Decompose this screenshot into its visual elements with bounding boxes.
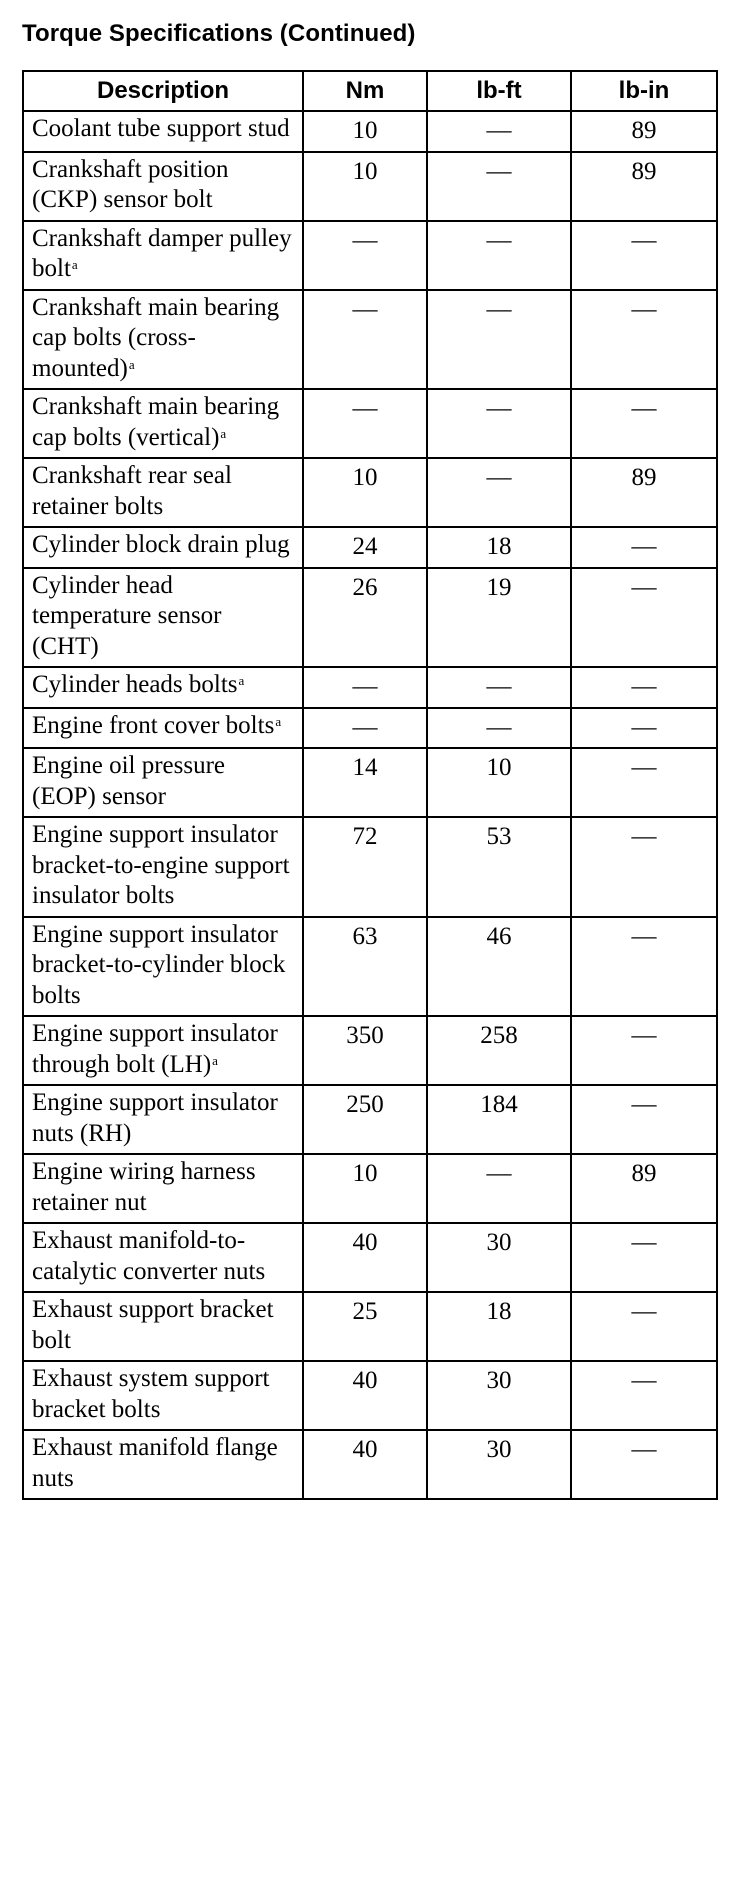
lb-ft-cell: — — [427, 152, 571, 221]
table-header — [23, 71, 717, 111]
nm-cell: 10 — [303, 458, 427, 527]
nm-cell: — — [303, 221, 427, 290]
lb-ft-cell: 30 — [427, 1430, 571, 1499]
description-cell — [23, 667, 303, 708]
footnote-marker: a — [275, 713, 282, 729]
nm-cell: 40 — [303, 1430, 427, 1499]
description-text: Engine oil pressure (EOP) sensor — [32, 752, 226, 810]
column-header-lb-in: lb-in — [571, 71, 717, 111]
table-row — [23, 527, 717, 568]
nm-cell: 350 — [303, 1016, 427, 1085]
lb-ft-cell: 18 — [427, 527, 571, 568]
lb-in-cell: — — [571, 917, 717, 1017]
lb-ft-cell: 184 — [427, 1085, 571, 1154]
description-cell — [23, 748, 303, 817]
lb-in-cell: 89 — [571, 458, 717, 527]
nm-cell: — — [303, 290, 427, 390]
table-row — [23, 152, 717, 221]
description-cell — [23, 221, 303, 290]
lb-in-cell: — — [571, 221, 717, 290]
description-text: Crankshaft position (CKP) sensor bolt — [32, 155, 229, 213]
lb-in-cell: — — [571, 1223, 717, 1292]
description-text: Engine front cover bolts — [32, 711, 275, 739]
description-text: Cylinder heads bolts — [32, 671, 238, 698]
description-cell — [23, 290, 303, 390]
lb-in-cell: — — [571, 1292, 717, 1361]
nm-cell: 26 — [303, 568, 427, 668]
footnote-marker: a — [128, 356, 135, 372]
description-cell — [23, 1223, 303, 1292]
nm-cell: 10 — [303, 111, 427, 152]
lb-ft-cell: 30 — [427, 1361, 571, 1430]
lb-ft-cell: — — [427, 708, 571, 749]
footnote-marker: a — [238, 673, 245, 688]
lb-in-cell: — — [571, 389, 717, 458]
page-title: Torque Specifications (Continued) — [22, 20, 416, 47]
lb-ft-cell: 258 — [427, 1016, 571, 1085]
nm-cell: 63 — [303, 917, 427, 1017]
description-cell — [23, 817, 303, 917]
lb-ft-cell: — — [427, 1154, 571, 1223]
table-row — [23, 1154, 717, 1223]
lb-ft-cell: 53 — [427, 817, 571, 917]
table-row — [23, 568, 717, 668]
description-text: Engine support insulator through bolt (LH) — [32, 1020, 278, 1078]
description-cell — [23, 152, 303, 221]
table-row — [23, 708, 717, 749]
nm-cell: — — [303, 667, 427, 708]
description-cell — [23, 527, 303, 568]
lb-ft-cell: — — [427, 458, 571, 527]
description-text: Engine support insulator bracket-to-cylinder block bolts — [32, 920, 286, 1009]
lb-in-cell: — — [571, 667, 717, 708]
lb-in-cell: — — [571, 1361, 717, 1430]
description-cell — [23, 1292, 303, 1361]
nm-cell: 10 — [303, 1154, 427, 1223]
description-cell — [23, 1154, 303, 1223]
nm-cell: 24 — [303, 527, 427, 568]
description-text: Exhaust manifold flange nuts — [32, 1434, 278, 1492]
table-row — [23, 1085, 717, 1154]
table-body — [23, 111, 717, 1499]
table-row — [23, 1292, 717, 1361]
description-cell — [23, 568, 303, 668]
table-row — [23, 111, 717, 152]
description-text: Exhaust support bracket bolt — [32, 1296, 274, 1354]
description-text: Cylinder head temperature sensor (CHT) — [32, 571, 222, 660]
nm-cell: 10 — [303, 152, 427, 221]
lb-ft-cell: 30 — [427, 1223, 571, 1292]
description-text: Exhaust system support bracket bolts — [32, 1365, 270, 1423]
footnote-marker: a — [71, 257, 78, 272]
lb-in-cell: — — [571, 1016, 717, 1085]
table-row — [23, 1361, 717, 1430]
lb-in-cell: 89 — [571, 111, 717, 152]
footnote-marker: a — [212, 1052, 218, 1068]
table-row — [23, 458, 717, 527]
description-text: Coolant tube support stud — [32, 115, 290, 142]
lb-ft-cell: — — [427, 221, 571, 290]
torque-spec-table — [22, 70, 718, 1500]
footnote-marker: a — [220, 425, 227, 441]
table-row — [23, 389, 717, 458]
lb-ft-cell: 46 — [427, 917, 571, 1017]
lb-in-cell: — — [571, 1085, 717, 1154]
table-row — [23, 748, 717, 817]
description-cell — [23, 1016, 303, 1085]
lb-ft-cell: 10 — [427, 748, 571, 817]
nm-cell: 14 — [303, 748, 427, 817]
table-row — [23, 1016, 717, 1085]
lb-ft-cell: 18 — [427, 1292, 571, 1361]
description-cell — [23, 458, 303, 527]
description-text: Exhaust manifold-to-catalytic converter nuts — [32, 1227, 266, 1285]
lb-in-cell: — — [571, 708, 717, 749]
description-text: Engine support insulator nuts (RH) — [32, 1089, 278, 1147]
nm-cell: 72 — [303, 817, 427, 917]
description-cell — [23, 1430, 303, 1499]
description-text: Crankshaft main bearing cap bolts (vertical) — [32, 393, 280, 451]
lb-in-cell: — — [571, 1430, 717, 1499]
lb-in-cell: — — [571, 748, 717, 817]
lb-ft-cell: — — [427, 667, 571, 708]
nm-cell: 40 — [303, 1361, 427, 1430]
lb-ft-cell: — — [427, 389, 571, 458]
table-row — [23, 221, 717, 290]
lb-in-cell: 89 — [571, 1154, 717, 1223]
description-text: Engine wiring harness retainer nut — [32, 1158, 256, 1216]
table-row — [23, 290, 717, 390]
description-cell — [23, 111, 303, 152]
lb-in-cell: 89 — [571, 152, 717, 221]
lb-in-cell: — — [571, 817, 717, 917]
column-header-description: Description — [23, 71, 303, 111]
column-header-lb-ft: lb-ft — [427, 71, 571, 111]
lb-ft-cell: — — [427, 290, 571, 390]
description-text: Engine support insulator bracket-to-engine support insulator bolts — [32, 821, 290, 909]
table-row — [23, 917, 717, 1017]
description-cell — [23, 708, 303, 749]
lb-in-cell: — — [571, 568, 717, 668]
nm-cell: 250 — [303, 1085, 427, 1154]
description-text: Cylinder block drain plug — [32, 531, 290, 558]
header-row — [23, 71, 717, 111]
column-header-nm: Nm — [303, 71, 427, 111]
lb-in-cell: — — [571, 290, 717, 390]
description-cell — [23, 1085, 303, 1154]
description-cell — [23, 389, 303, 458]
lb-ft-cell: 19 — [427, 568, 571, 668]
lb-ft-cell: — — [427, 111, 571, 152]
table-row — [23, 667, 717, 708]
table-row — [23, 1223, 717, 1292]
lb-in-cell: — — [571, 527, 717, 568]
description-text: Crankshaft damper pulley bolt — [32, 224, 292, 282]
description-text: Crankshaft main bearing cap bolts (cross-mounted) — [32, 293, 280, 382]
table-row — [23, 817, 717, 917]
nm-cell: 25 — [303, 1292, 427, 1361]
description-text: Crankshaft rear seal retainer bolts — [32, 462, 232, 520]
nm-cell: — — [303, 389, 427, 458]
nm-cell: 40 — [303, 1223, 427, 1292]
table-row — [23, 1430, 717, 1499]
description-cell — [23, 1361, 303, 1430]
nm-cell: — — [303, 708, 427, 749]
description-cell — [23, 917, 303, 1017]
